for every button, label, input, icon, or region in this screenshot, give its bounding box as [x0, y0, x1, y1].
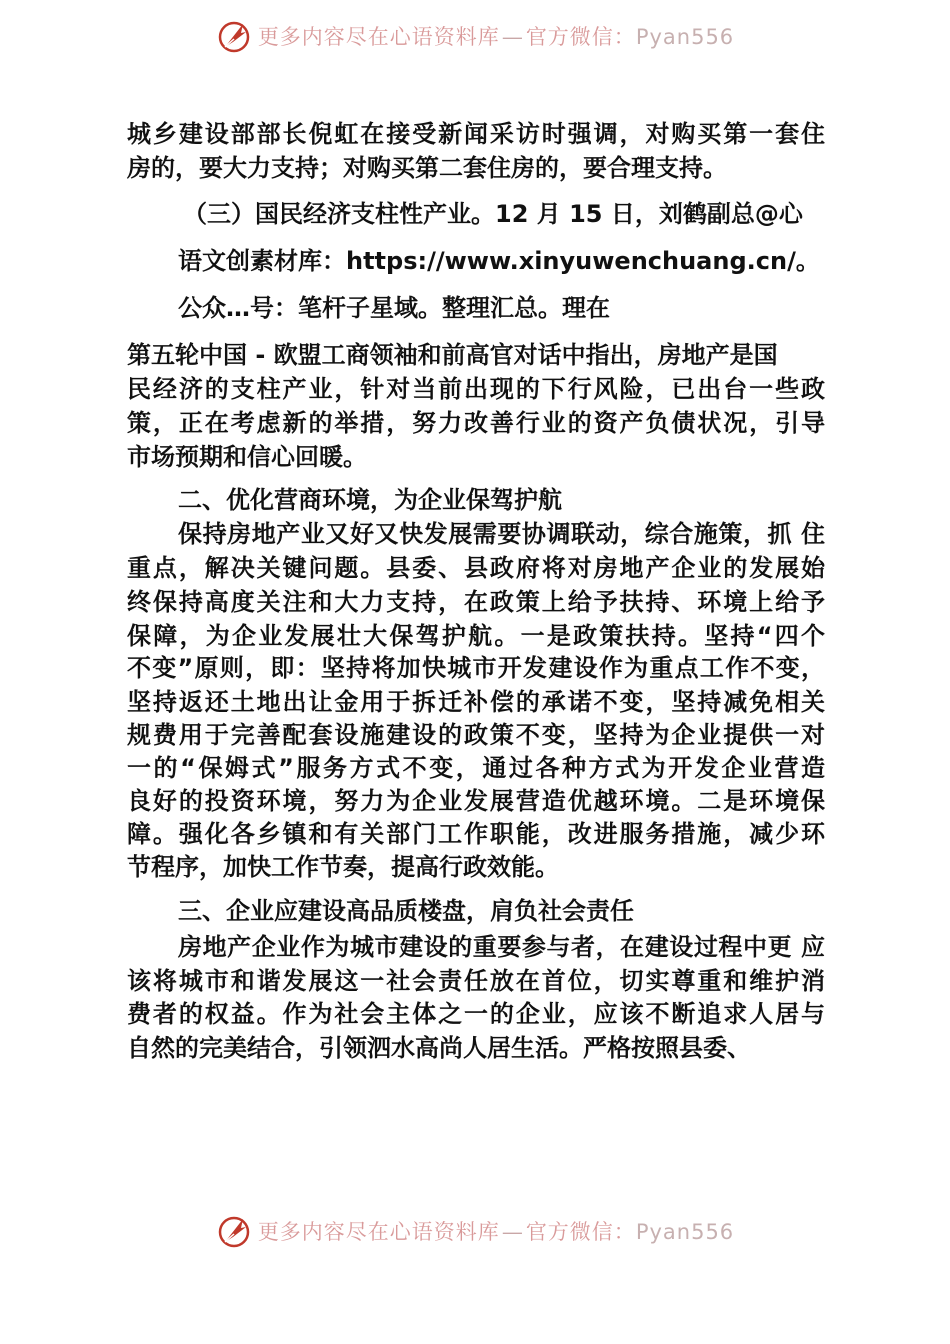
header-watermark: [0, 16, 950, 56]
text-line: 城乡建设部部长倪虹在接受新闻采访时强调，对购买第一套住: [127, 120, 825, 148]
text-line: 保障，为企业发展壮大保驾护航。一是政策扶持。坚持“四个: [127, 622, 825, 650]
section-heading: 三、企业应建设高品质楼盘，肩负社会责任: [178, 897, 634, 925]
text-line: 房地产企业作为城市建设的重要参与者，在建设过程中更 应: [178, 933, 825, 961]
quill-logo-icon: [216, 1213, 252, 1249]
watermark-contact-label: 官方微信：: [525, 1220, 636, 1244]
text-line: 民经济的支柱产业，针对当前出现的下行风险，已出台一些政: [127, 375, 825, 403]
text-line: 重点，解决关键问题。县委、县政府将对房地产企业的发展始: [127, 554, 825, 582]
text-line: 终保持高度关注和大力支持，在政策上给予扶持、环境上给予: [127, 588, 825, 616]
text-line: 良好的投资环境，努力为企业发展营造优越环境。二是环境保: [127, 787, 825, 815]
text-line: 第五轮中国 - 欧盟工商领袖和前高官对话中指出，房地产是国: [127, 341, 778, 369]
watermark-site-text: 更多内容尽在心语资料库: [257, 1220, 500, 1244]
text-line: 房的，要大力支持；对购买第二套住房的，要合理支持。: [127, 154, 727, 182]
text-line: 公众…号：笔杆子星域。整理汇总。理在: [178, 294, 610, 322]
text-line: 费者的权益。作为社会主体之一的企业，应该不断追求人居与: [127, 1000, 825, 1028]
text-line: 该将城市和谐发展这一社会责任放在首位，切实尊重和维护消: [127, 967, 825, 995]
text-line: 语文创素材库：https://www.xinyuwenchuang.cn/。: [178, 247, 820, 275]
quill-logo-icon: [216, 18, 252, 54]
watermark-site-text: 更多内容尽在心语资料库: [257, 25, 500, 49]
watermark-contact-id: Pyan556: [635, 1220, 735, 1244]
watermark-separator: —: [501, 1220, 524, 1244]
text-line: 不变”原则，即：坚持将加快城市开发建设作为重点工作不变，: [127, 654, 825, 682]
watermark-contact-label: 官方微信：: [525, 25, 636, 49]
text-line: 障。强化各乡镇和有关部门工作职能，改进服务措施，减少环: [127, 820, 825, 848]
text-line: 一的“保姆式”服务方式不变，通过各种方式为开发企业营造: [127, 754, 825, 782]
text-line: 保持房地产业又好又快发展需要协调联动，综合施策，抓 住: [178, 520, 825, 548]
watermark-contact-id: Pyan556: [635, 25, 735, 49]
text-line: 坚持返还土地出让金用于拆迁补偿的承诺不变，坚持减免相关: [127, 688, 825, 716]
text-line: 自然的完美结合，引领泗水高尚人居生活。严格按照县委、: [127, 1034, 751, 1062]
section-heading: 二、优化营商环境，为企业保驾护航: [178, 486, 562, 514]
text-line: 节程序，加快工作节奏，提高行政效能。: [127, 853, 559, 881]
watermark-separator: —: [501, 25, 524, 49]
text-line: 市场预期和信心回暖。: [127, 443, 367, 471]
section-heading: （三）国民经济支柱性产业。12 月 15 日，刘鹤副总@心: [183, 200, 803, 228]
text-line: 策，正在考虑新的举措，努力改善行业的资产负债状况，引导: [127, 409, 825, 437]
footer-watermark: [0, 1211, 950, 1251]
text-line: 规费用于完善配套设施建设的政策不变，坚持为企业提供一对: [127, 721, 825, 749]
